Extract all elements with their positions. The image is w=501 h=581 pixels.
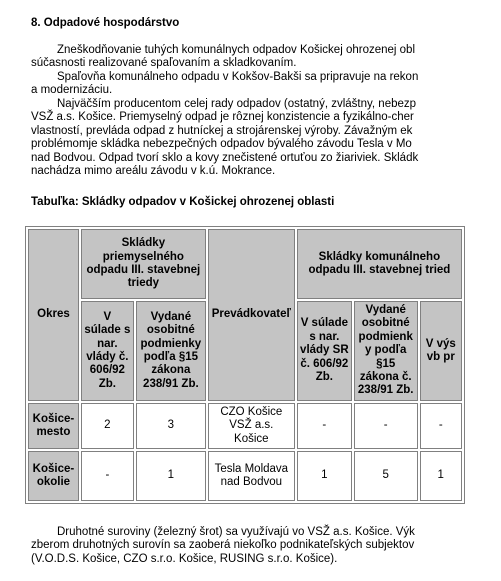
cell-ind-2: 1 (136, 451, 206, 501)
paragraph-line: Druhotné suroviny (železný šrot) sa využívajú vo VSŽ a.s. Košice. Výk (57, 526, 415, 538)
cell-com-2: 5 (354, 451, 418, 501)
row-okres: Košice-mesto (28, 403, 79, 449)
cell-ind-1: 2 (81, 403, 134, 449)
col-prevadzkovatel-header: Prevádkovateľ (208, 229, 295, 401)
cell-com-1: - (297, 403, 352, 449)
paragraph-line: problémomje skládka nebezpečných odpadov bývalého závodu Tesla v Mo (31, 138, 412, 151)
row-okres: Košice-okolie (28, 451, 79, 501)
sub-com-2-header: Vydané osobitné podmienk y podľa §15 zákona č. 238/91 Zb. (354, 301, 418, 401)
paragraph-line: Najväčším producentom celej rady odpadov (ostatný, zvláštny, nebezp (57, 98, 417, 110)
table-caption: Tabuľka: Skládky odpadov v Košickej ohrozenej oblasti (31, 196, 335, 208)
paragraph-line: a modernizáciu. (31, 84, 113, 97)
table-row (28, 451, 462, 501)
cell-com-3: - (420, 403, 462, 449)
paragraph-2 (31, 71, 501, 98)
footer-paragraph (31, 526, 501, 566)
sub-ind-2-header: Vydané osobitné podmienky podľa §15 zákona 238/91 Zb. (136, 301, 206, 401)
cell-ind-1: - (81, 451, 134, 501)
paragraph-line: súčasnosti realizované spaľovaním a skladkovaním. (31, 57, 297, 70)
sub-com-1-header: V súlade s nar. vlády SR č. 606/92 Zb. (297, 301, 352, 401)
paragraph-line: Spaľovňa komunálneho odpadu v Kokšov-Bakši sa pripravuje na rekon (57, 71, 419, 83)
group-communal-header: Skládky komunálneho odpadu III. stavebnej tried (297, 229, 462, 299)
paragraph-line: zberom druhotných surovín sa zaoberá niekoľko podnikateľských subjektov (31, 539, 415, 552)
cell-com-3: 1 (420, 451, 462, 501)
paragraph-line: VSŽ a.s. Košice. Priemyselný odpad je rôznej konzistencie a fyzikálno-cher (31, 111, 414, 124)
cell-com-2: - (354, 403, 418, 449)
paragraph-3 (31, 98, 501, 178)
paragraph-line: (V.O.D.S. Košice, CZO s.r.o. Košice, RUSING s.r.o. Košice). (31, 552, 338, 565)
paragraph-line: Zneškodňovanie tuhých komunálnych odpadov Košickej ohrozenej obl (57, 44, 416, 56)
cell-prevadzkovatel: Tesla Moldava nad Bodvou (208, 451, 295, 501)
cell-ind-2: 3 (136, 403, 206, 449)
paragraph-1 (31, 44, 501, 71)
landfill-table (25, 226, 465, 504)
table-row (28, 403, 462, 449)
group-industrial-header: Skládky priemyselného odpadu III. stavebnej triedy (81, 229, 206, 299)
paragraph-line: nachádza mimo areálu závodu v k.ú. Mokrance. (31, 164, 276, 177)
sub-com-3-header: V výs vb pr (420, 301, 462, 401)
cell-prevadzkovatel: CZO Košice VSŽ a.s. Košice (208, 403, 295, 449)
sub-ind-1-header: V súlade s nar. vlády č. 606/92 Zb. (81, 301, 134, 401)
section-heading: 8. Odpadové hospodárstvo (31, 17, 180, 29)
paragraph-line: nad Bodvou. Odpad tvorí sklo a kovy znečistené ortuťou zo žiariviek. Skládk (31, 151, 419, 164)
col-okres-header: Okres (28, 229, 79, 401)
paragraph-line: vlastností, prevláda odpad z hutníckej a strojárenskej výroby. Závažným ek (31, 124, 413, 137)
cell-com-1: 1 (297, 451, 352, 501)
